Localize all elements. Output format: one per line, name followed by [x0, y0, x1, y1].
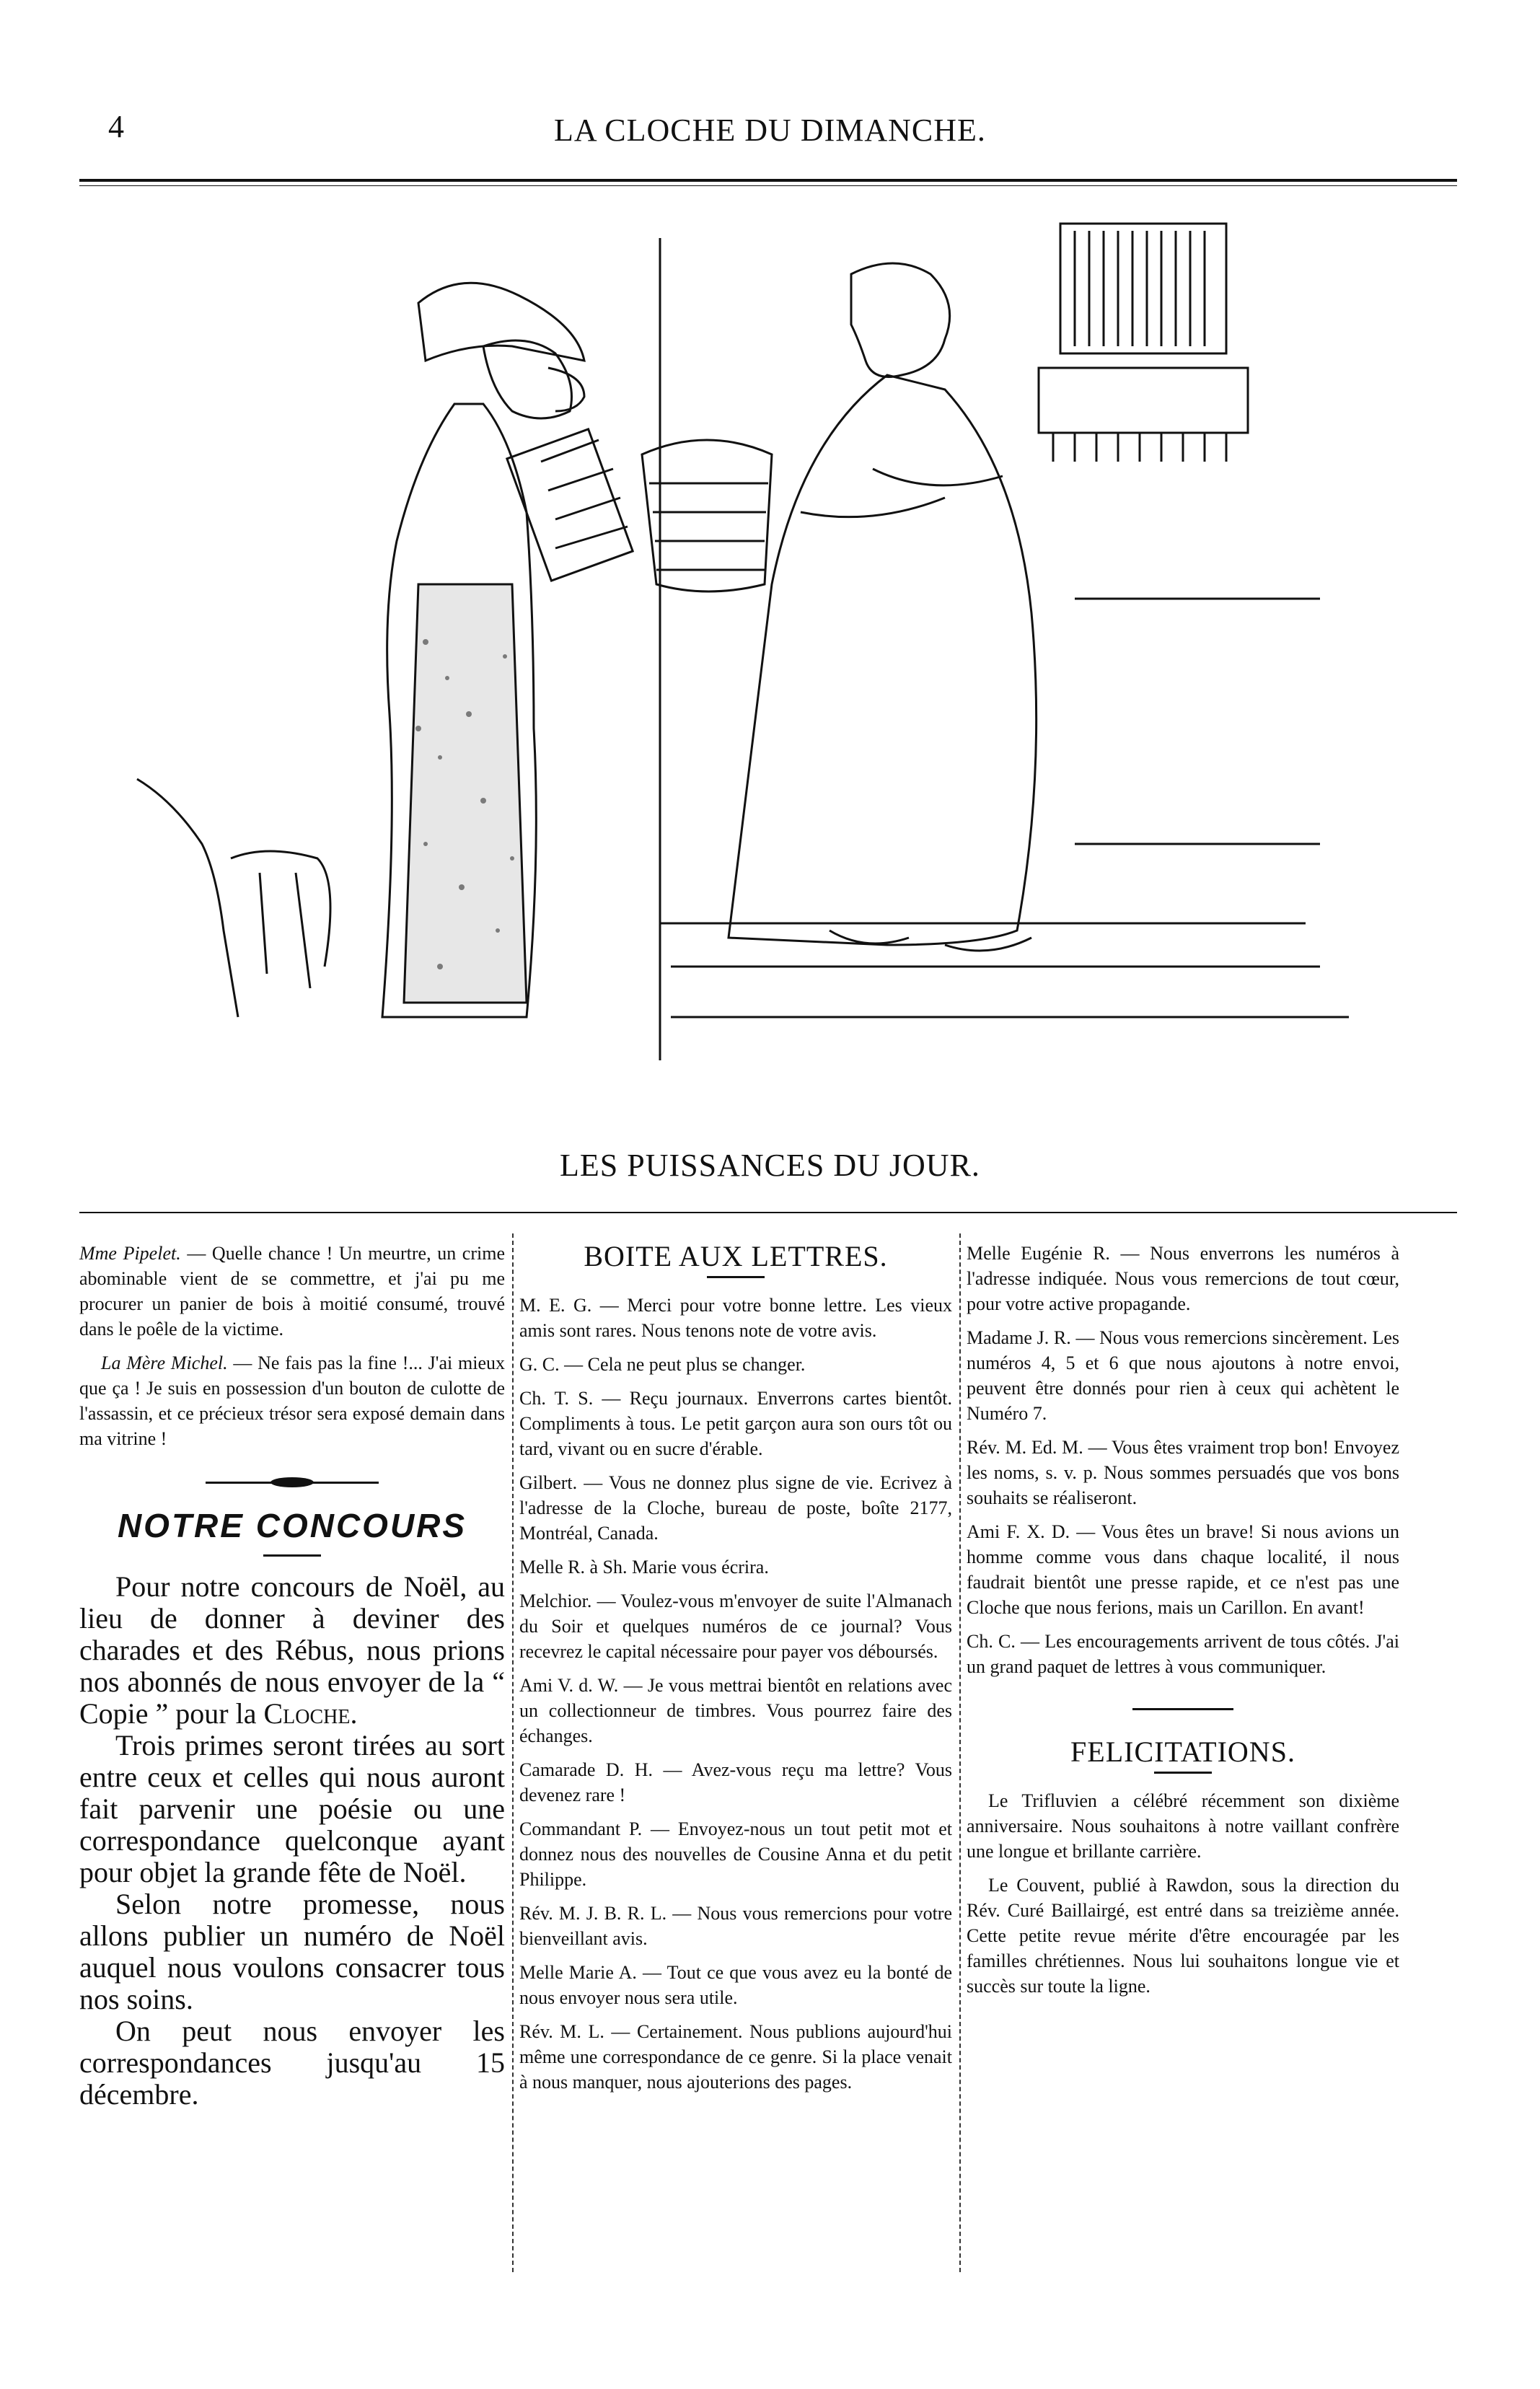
- title-rule: [1154, 1772, 1212, 1774]
- concours-text: .: [350, 1697, 358, 1730]
- speaker-name: Mme Pipelet.: [79, 1243, 181, 1264]
- felicitations-title: FELICITATIONS.: [1070, 1735, 1295, 1768]
- column-divider-2: [959, 1233, 961, 2272]
- illustration-caption: LES PUISSANCES DU JOUR.: [560, 1148, 980, 1183]
- caption-rule: [79, 1212, 1457, 1213]
- letter-item: Rév. M. Ed. M. — Vous êtes vraiment trop bon! Envoyez les noms, s. v. p. Nous sommes persuadés que vos bons souhaits se réaliseront.: [967, 1437, 1399, 1508]
- column-2: [519, 1241, 952, 2103]
- concours-text: Pour notre concours de Noël, au lieu de donner à deviner des charades et des Rébus, nous prions nos abonnés de nous envoyer de la “ Copie ” pour la: [79, 1570, 505, 1730]
- letter-item: Melle R. à Sh. Marie vous écrira.: [519, 1557, 769, 1578]
- letter-item: G. C. — Cela ne peut plus se changer.: [519, 1354, 806, 1375]
- speech-text: — Ne fais pas la fine !... J'ai mieux que ça ! Je suis en possession d'un bouton de culotte de l'assassin, et ce précieux trésor sera exposé demain dans ma vitrine !: [79, 1352, 505, 1449]
- header-rule: [79, 179, 1457, 182]
- letter-item: M. E. G. — Merci pour votre bonne lettre. Les vieux amis sont rares. Nous tenons note de votre avis.: [519, 1295, 952, 1341]
- title-rule: [707, 1276, 765, 1278]
- concours-title: NOTRE CONCOURS: [117, 1507, 467, 1544]
- letter-item: Ch. C. — Les encouragements arrivent de tous côtés. J'ai un grand paquet de lettres à vous communiquer.: [967, 1631, 1399, 1677]
- felicitations-paragraph: Le Trifluvien a célébré récemment son dixième anniversaire. Nous souhaitons à notre vaillant confrère une longue et brillante carrière.: [967, 1790, 1399, 1862]
- letter-item: Madame J. R. — Nous vous remercions sincèrement. Les numéros 4, 5 et 6 que nous ajoutons à notre envoi, peuvent être donnés pour rien à ceux qui achètent le Numéro 7.: [967, 1327, 1399, 1424]
- dialogue-mere-michel: [79, 1350, 505, 1451]
- section-rule: [1132, 1708, 1233, 1710]
- letter-item: Ch. T. S. — Reçu journaux. Enverrons cartes bientôt. Compliments à tous. Le petit garçon aura son ours tôt ou tard, vivant ou en sucre d'érable.: [519, 1388, 952, 1459]
- letter-item: Melchior. — Voulez-vous m'envoyer de suite l'Almanach du Soir et quelques numéros de ce journal? Vous recevrez le capital nécessaire pour payer vos déboursés.: [519, 1591, 952, 1662]
- letter-item: Commandant P. — Envoyez-nous un tout petit mot et donnez nous des nouvelles de Cousine Anna et du petit Philippe.: [519, 1818, 952, 1890]
- dialogue-mme-pipelet: [79, 1241, 505, 1342]
- letter-item: Melle Marie A. — Tout ce que vous avez eu la bonté de nous envoyer nous sera utile.: [519, 1962, 952, 2008]
- concours-paragraph: [79, 1571, 505, 1730]
- letter-item: Ami V. d. W. — Je vous mettrai bientôt en relations avec un collectionneur de timbres. Vous pourrez faire des échanges.: [519, 1675, 952, 1746]
- letter-item: Rév. M. J. B. R. L. — Nous vous remercions pour votre bienveillant avis.: [519, 1903, 952, 1949]
- column-divider-1: [512, 1233, 514, 2272]
- speaker-name: La Mère Michel.: [101, 1352, 228, 1373]
- concours-paragraph: On peut nous envoyer les correspondances jusqu'au 15 décembre.: [79, 2015, 505, 2111]
- concours-paragraph: Trois primes seront tirées au sort entre ceux et celles qui nous auront fait parvenir une poésie ou une correspondance quelconque ayant pour objet la grande fête de Noël.: [79, 1729, 505, 1888]
- cartoon-illustration: [79, 209, 1457, 1140]
- boite-aux-lettres-title: BOITE AUX LETTRES.: [584, 1240, 888, 1272]
- concours-paragraph: Selon notre promesse, nous allons publier un numéro de Noël auquel nous voulons consacrer tous nos soins.: [79, 1888, 505, 2015]
- header-rule-thin: [79, 185, 1457, 186]
- letter-item: Gilbert. — Vous ne donnez plus signe de vie. Ecrivez à l'adresse de la Cloche, bureau de poste, boîte 2177, Montréal, Canada.: [519, 1472, 952, 1544]
- ornament-divider: [206, 1480, 379, 1484]
- title-rule: [263, 1554, 321, 1557]
- concours-body: [79, 1571, 505, 2111]
- page-number: 4: [108, 109, 124, 144]
- letter-item: Rév. M. L. — Certainement. Nous publions aujourd'hui même une correspondance de ce genre. Si la place venait à nous manquer, nous ajouterions des pages.: [519, 2021, 952, 2093]
- speech-text: — Quelle chance ! Un meurtre, un crime abominable vient de se commettre, et j'ai pu me procurer un panier de bois à moitié consumé, trouvé dans le poêle de la victime.: [79, 1243, 505, 1339]
- newspaper-title: LA CLOCHE DU DIMANCHE.: [554, 113, 986, 148]
- column-1: [79, 1241, 505, 2111]
- letter-item: Ami F. X. D. — Vous êtes un brave! Si nous avions un homme comme vous dans chaque localité, il nous faudrait bientôt une presse rapide, et ce n'est pas une Cloche que nous ferions, mais un Carillon. En avant!: [967, 1521, 1399, 1618]
- letter-item: Camarade D. H. — Avez-vous reçu ma lettre? Vous devenez rare !: [519, 1759, 952, 1805]
- letter-item: Melle Eugénie R. — Nous enverrons les numéros à l'adresse indiquée. Nous vous remercions de tout cœur, pour votre active propagande.: [967, 1243, 1399, 1314]
- cloche-name: Cloche: [263, 1697, 351, 1730]
- column-3: [967, 1241, 1399, 2007]
- felicitations-paragraph: Le Couvent, publié à Rawdon, sous la direction du Rév. Curé Baillairgé, est entré dans sa treizième année. Cette petite revue mérite d'être encouragée par les familles chrétiennes. Nous lui souhaitons longue vie et succès sur toute la ligne.: [967, 1875, 1399, 1997]
